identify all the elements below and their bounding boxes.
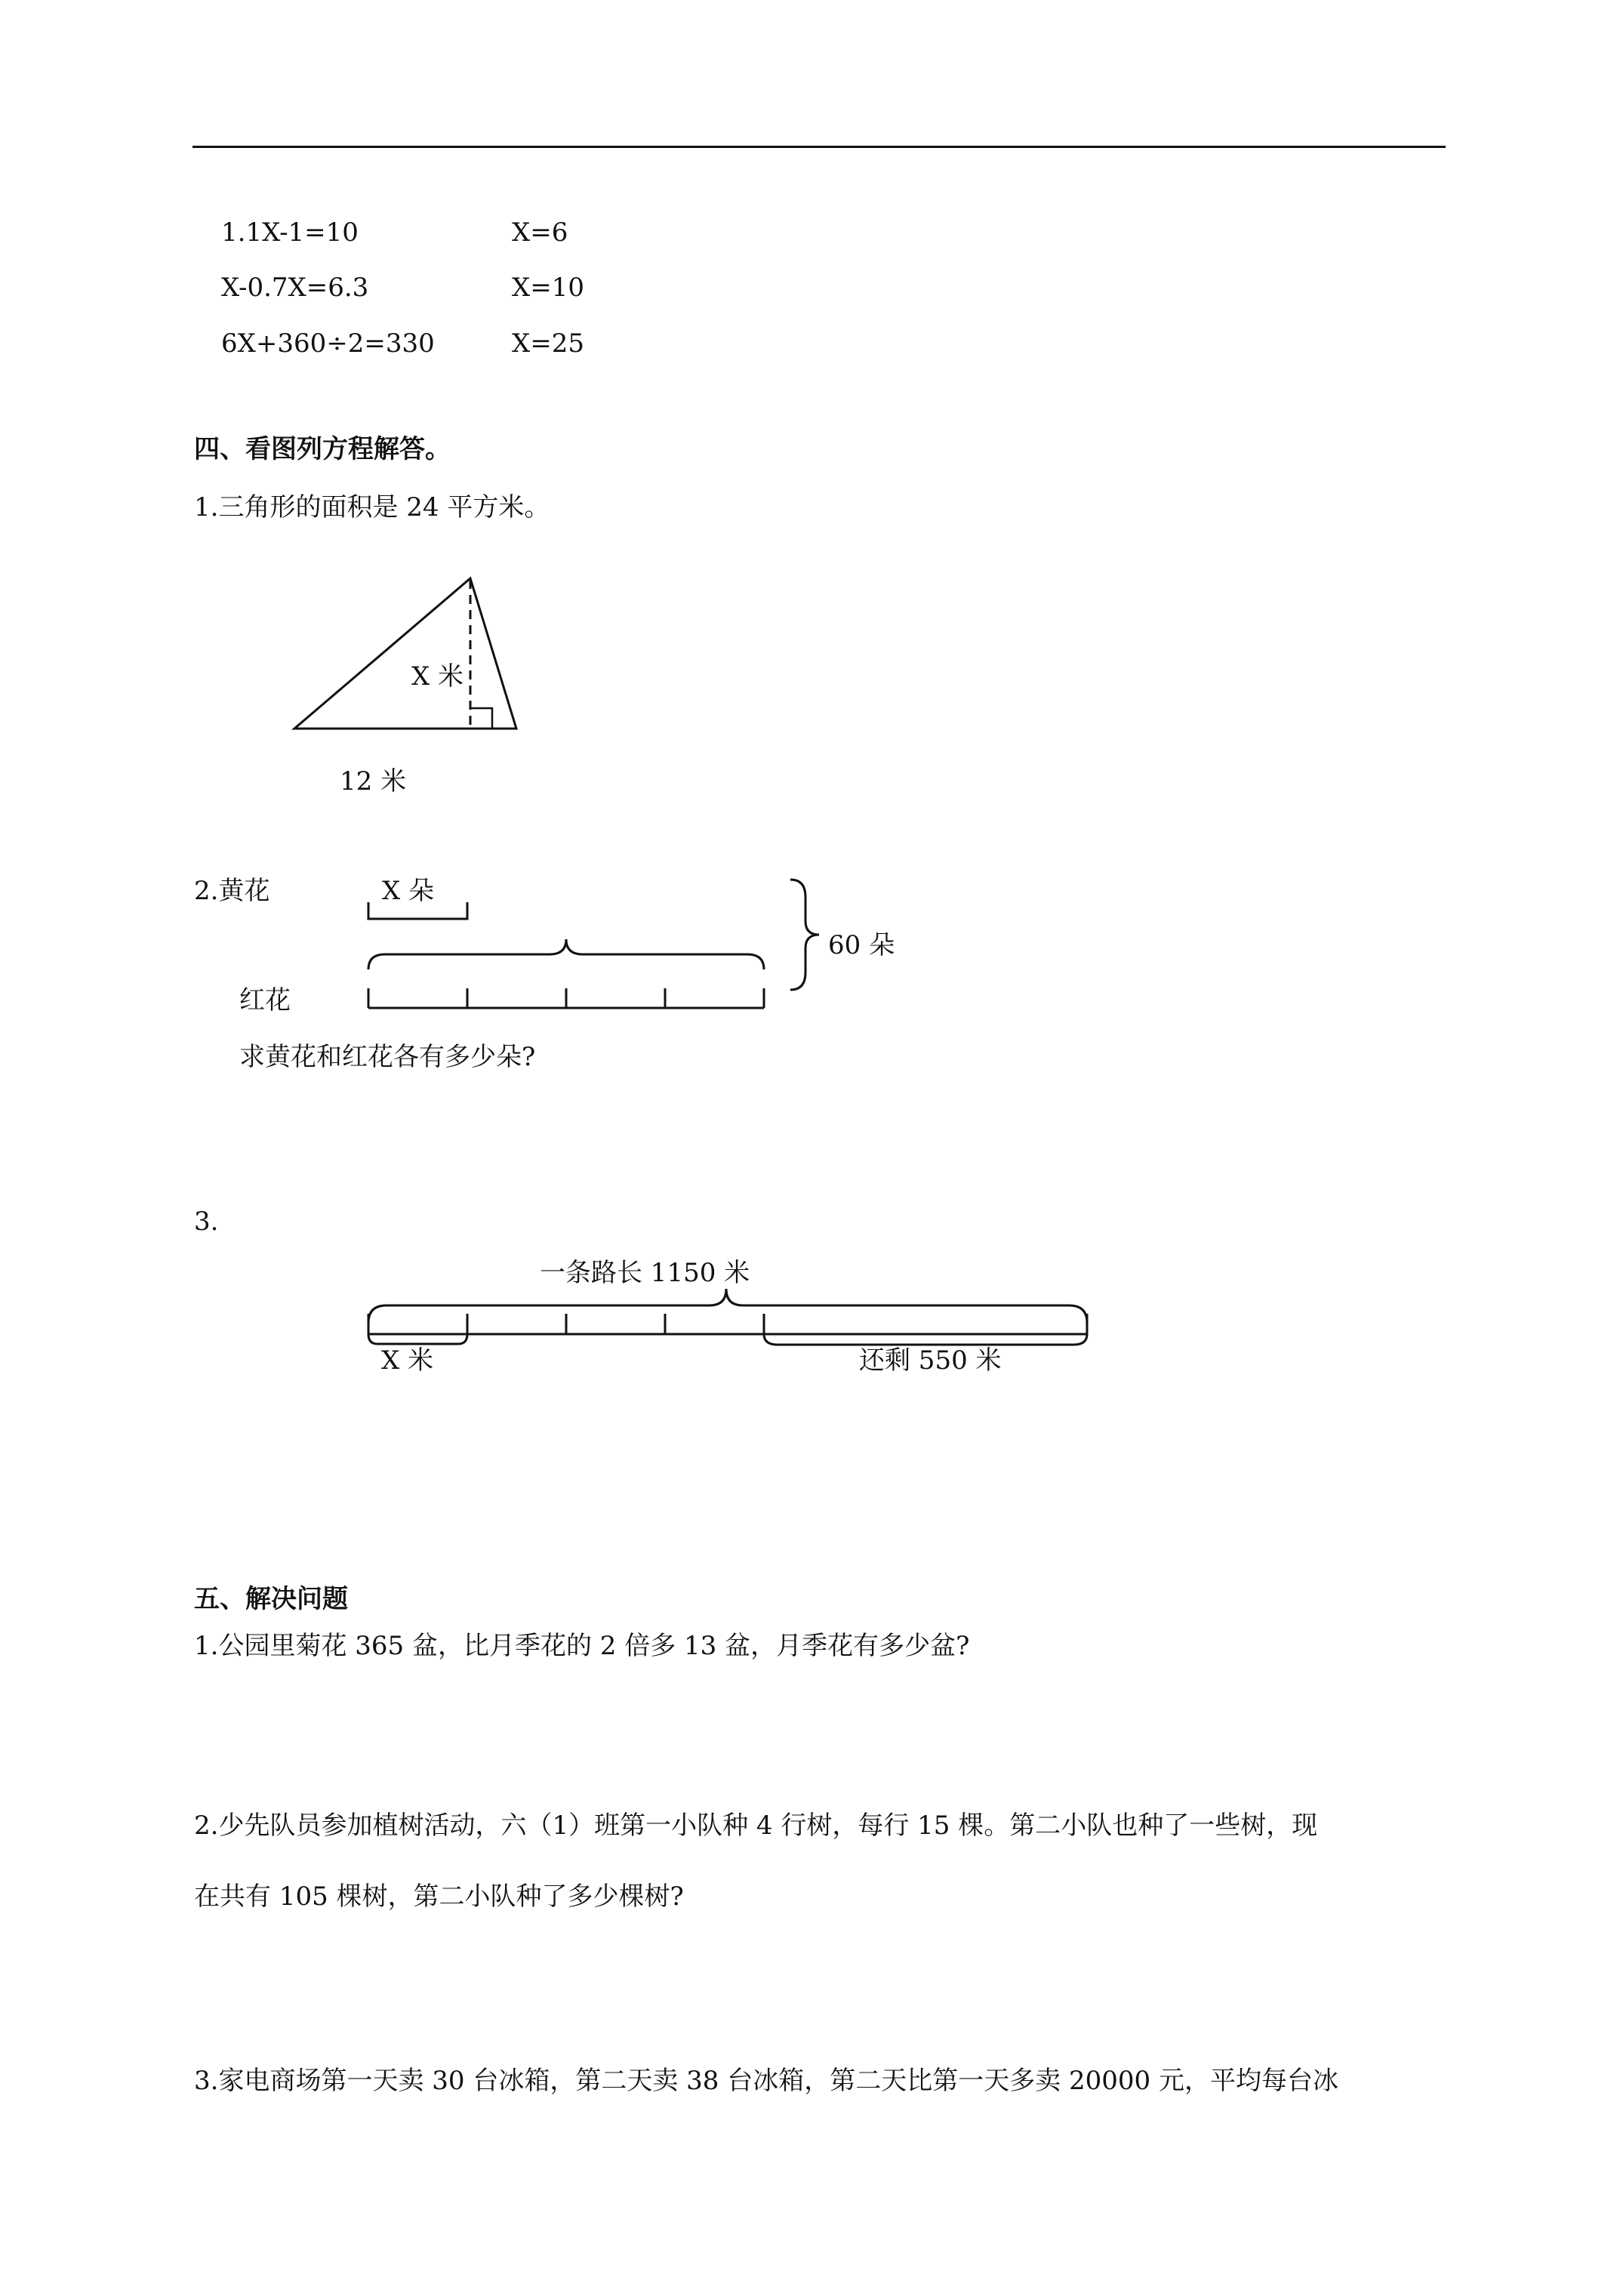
road-x-label: X 米 xyxy=(381,1345,434,1376)
s5-q3-text-line1: 3.家电商场第一天卖 30 台冰箱，第二天卖 38 台冰箱，第二天比第一天多卖 20000 元，平均每台冰 xyxy=(194,2066,1338,2096)
road-x-brace xyxy=(368,1334,467,1344)
equation-1-solution: X=6 xyxy=(512,217,568,248)
s5-q1-text: 1.公园里菊花 365 盆，比月季花的 2 倍多 13 盆，月季花有多少盆? xyxy=(194,1631,970,1661)
equation-2: X-0.7X=6.3 xyxy=(221,273,369,303)
road-remaining-label: 还剩 550 米 xyxy=(859,1345,1002,1376)
q2-yellow-flower-label: 2.黄花 xyxy=(194,876,270,906)
q3-number: 3. xyxy=(194,1207,219,1237)
s5-q2-text-line2: 在共有 105 棵树，第二小队种了多少棵树? xyxy=(194,1881,684,1912)
equation-3: 6X+360÷2=330 xyxy=(221,328,435,359)
s5-q2-text-line1: 2.少先队员参加植树活动，六（1）班第一小队种 4 行树，每行 15 棵。第二小队也种了一些树，现 xyxy=(194,1811,1318,1841)
triangle-height-label: X 米 xyxy=(411,661,464,692)
q1-text: 1.三角形的面积是 24 平方米。 xyxy=(194,492,550,522)
q2-total-label: 60 朵 xyxy=(828,930,895,960)
section-5-heading: 五、解决问题 xyxy=(194,1584,348,1614)
q2-red-flower-label: 红花 xyxy=(239,985,291,1015)
equation-3-solution: X=25 xyxy=(512,328,584,359)
road-total-brace xyxy=(368,1289,1087,1323)
q2-yellow-x-label: X 朵 xyxy=(382,876,435,906)
section-4-heading: 四、看图列方程解答。 xyxy=(194,434,451,464)
road-remaining-brace xyxy=(764,1334,1087,1345)
equation-2-solution: X=10 xyxy=(512,273,584,303)
triangle-base-label: 12 米 xyxy=(340,766,407,797)
q2-question: 求黄花和红花各有多少朵? xyxy=(239,1042,536,1072)
equation-1: 1.1X-1=10 xyxy=(221,217,359,248)
road-total-label: 一条路长 1150 米 xyxy=(540,1258,750,1288)
